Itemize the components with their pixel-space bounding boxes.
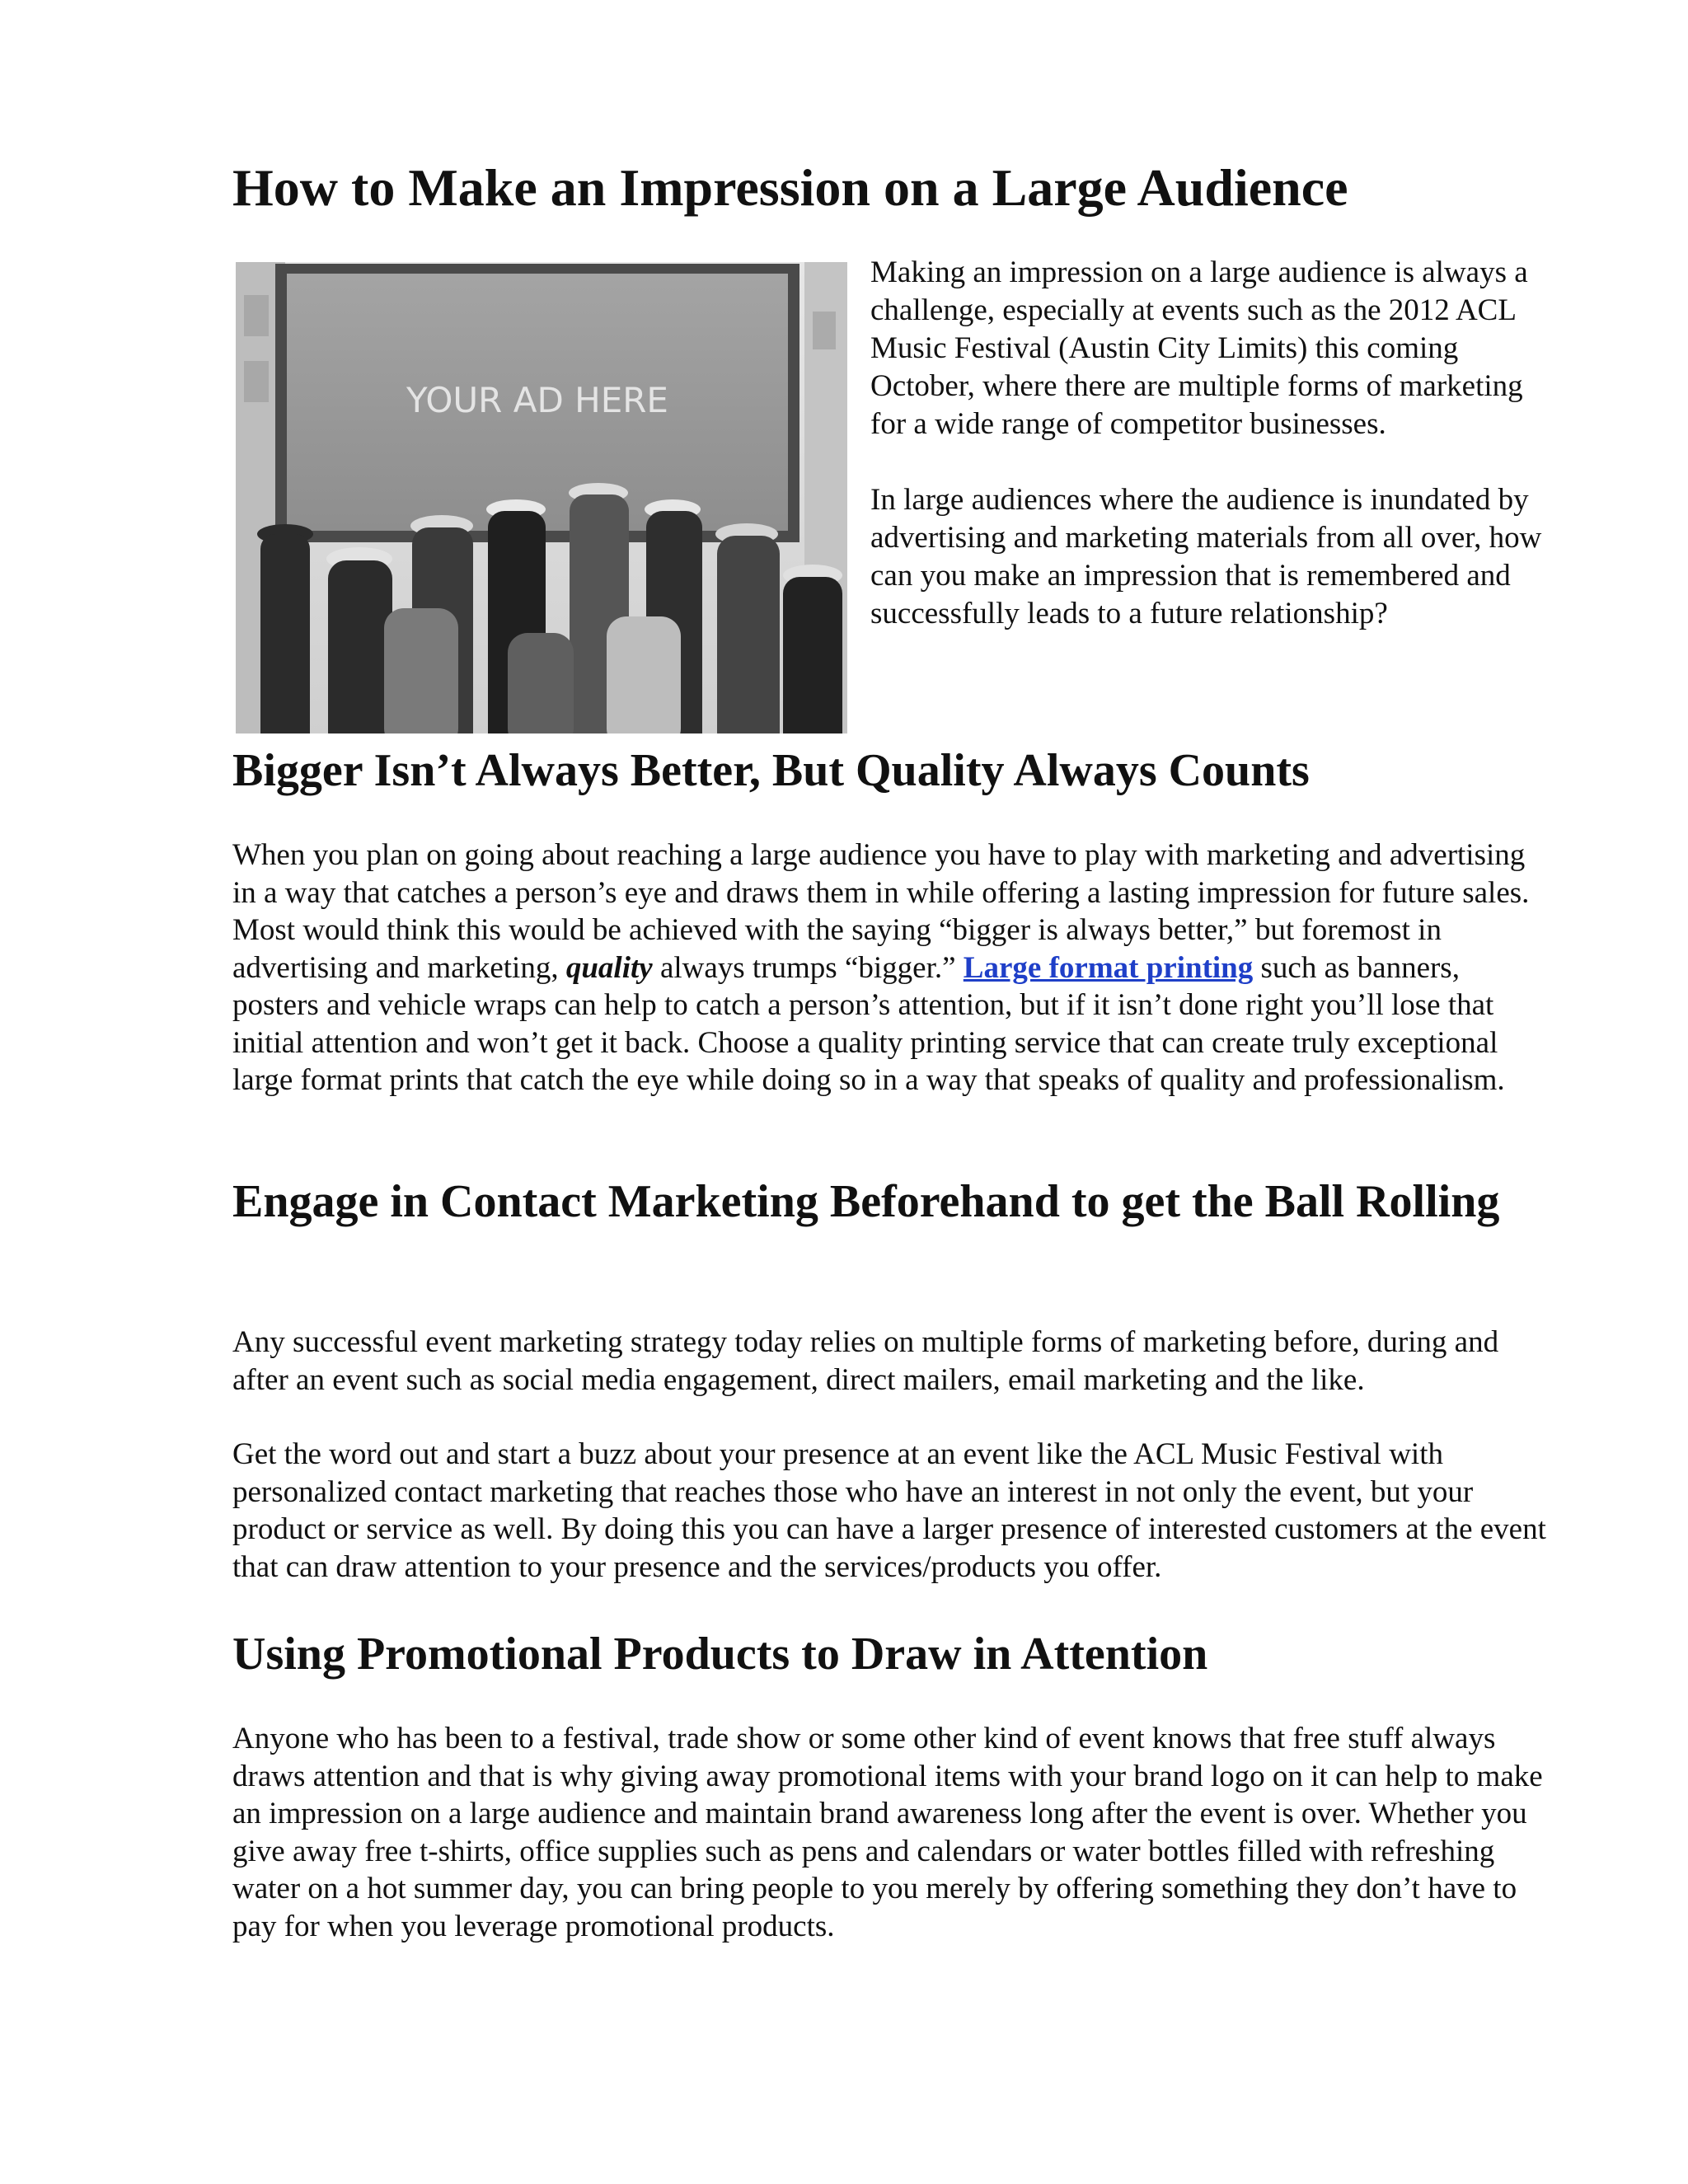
page-title: How to Make an Impression on a Large Audience — [232, 158, 1348, 217]
quality-emphasis: quality — [565, 950, 653, 985]
intro-paragraph-1: Making an impression on a large audience is always a challenge, especially at events such as the 2012 ACL Music Festival (Austin City Limits) this coming October, where there are multiple forms of marketing for a wide range of competitor businesses. — [870, 255, 1528, 441]
paragraph-text-a: When you plan on going about reaching a large audience you have to play with marketing and advertising in a way that catches a person’s eye and draws them in while offering a lasting impression for future sales. Most would think this would be achieved with the saying “bigger is always better,” but foremost in advertising and marketing, — [232, 838, 1530, 985]
section-heading-engage: Engage in Contact Marketing Beforehand to get the Ball Rolling — [232, 1176, 1500, 1227]
intro-paragraph-2: In large audiences where the audience is inundated by advertising and marketing materials from all over, how can you make an impression that is remembered and successfully leads to a future relationship? — [870, 483, 1542, 630]
intro-text — [870, 254, 1551, 671]
section-heading-bigger: Bigger Isn’t Always Better, But Quality Always Counts — [232, 745, 1310, 796]
crowd-billboard-photo — [236, 262, 847, 733]
paragraph-text-b: always trumps “bigger.” — [652, 950, 964, 985]
section-paragraph-engage-1: Any successful event marketing strategy today relies on multiple forms of marketing before, during and after an event such as social media engagement, direct mailers, email marketing and the like. — [232, 1325, 1499, 1397]
billboard-text: YOUR AD HERE — [406, 380, 668, 420]
paragraph-text-c: such as banners, posters and vehicle wraps can help to catch a person’s attention, but if it isn’t done right you’ll lose that initial attention and won’t get it back. Choose a quality printing service that can create truly exceptional large format prints that catch the eye while doing so in a way that speaks of quality and professionalism. — [232, 950, 1505, 1097]
section-heading-promo: Using Promotional Products to Draw in Attention — [232, 1629, 1208, 1680]
section-paragraph-promo: Anyone who has been to a festival, trade show or some other kind of event knows that free stuff always draws attention and that is why giving away promotional items with your brand logo on it can help to make an impression on a large audience and maintain brand awareness long after the event is over. Whether you give away free t-shirts, office supplies such as pens and calendars or water bottles filled with refreshing water on a hot summer day, you can bring people to you merely by offering something they don’t have to pay for when you leverage promotional products. — [232, 1722, 1543, 1943]
section-paragraph-bigger — [232, 837, 1551, 1099]
section-paragraph-engage-2: Get the word out and start a buzz about your presence at an event like the ACL Music Festival with personalized contact marketing that reaches those who have an interest in not only the event, but your product or service as well. By doing this you can have a larger presence of interested customers at the event that can draw attention to your presence and the services/products you offer. — [232, 1437, 1546, 1584]
large-format-printing-link[interactable]: Large format printing — [963, 950, 1254, 985]
